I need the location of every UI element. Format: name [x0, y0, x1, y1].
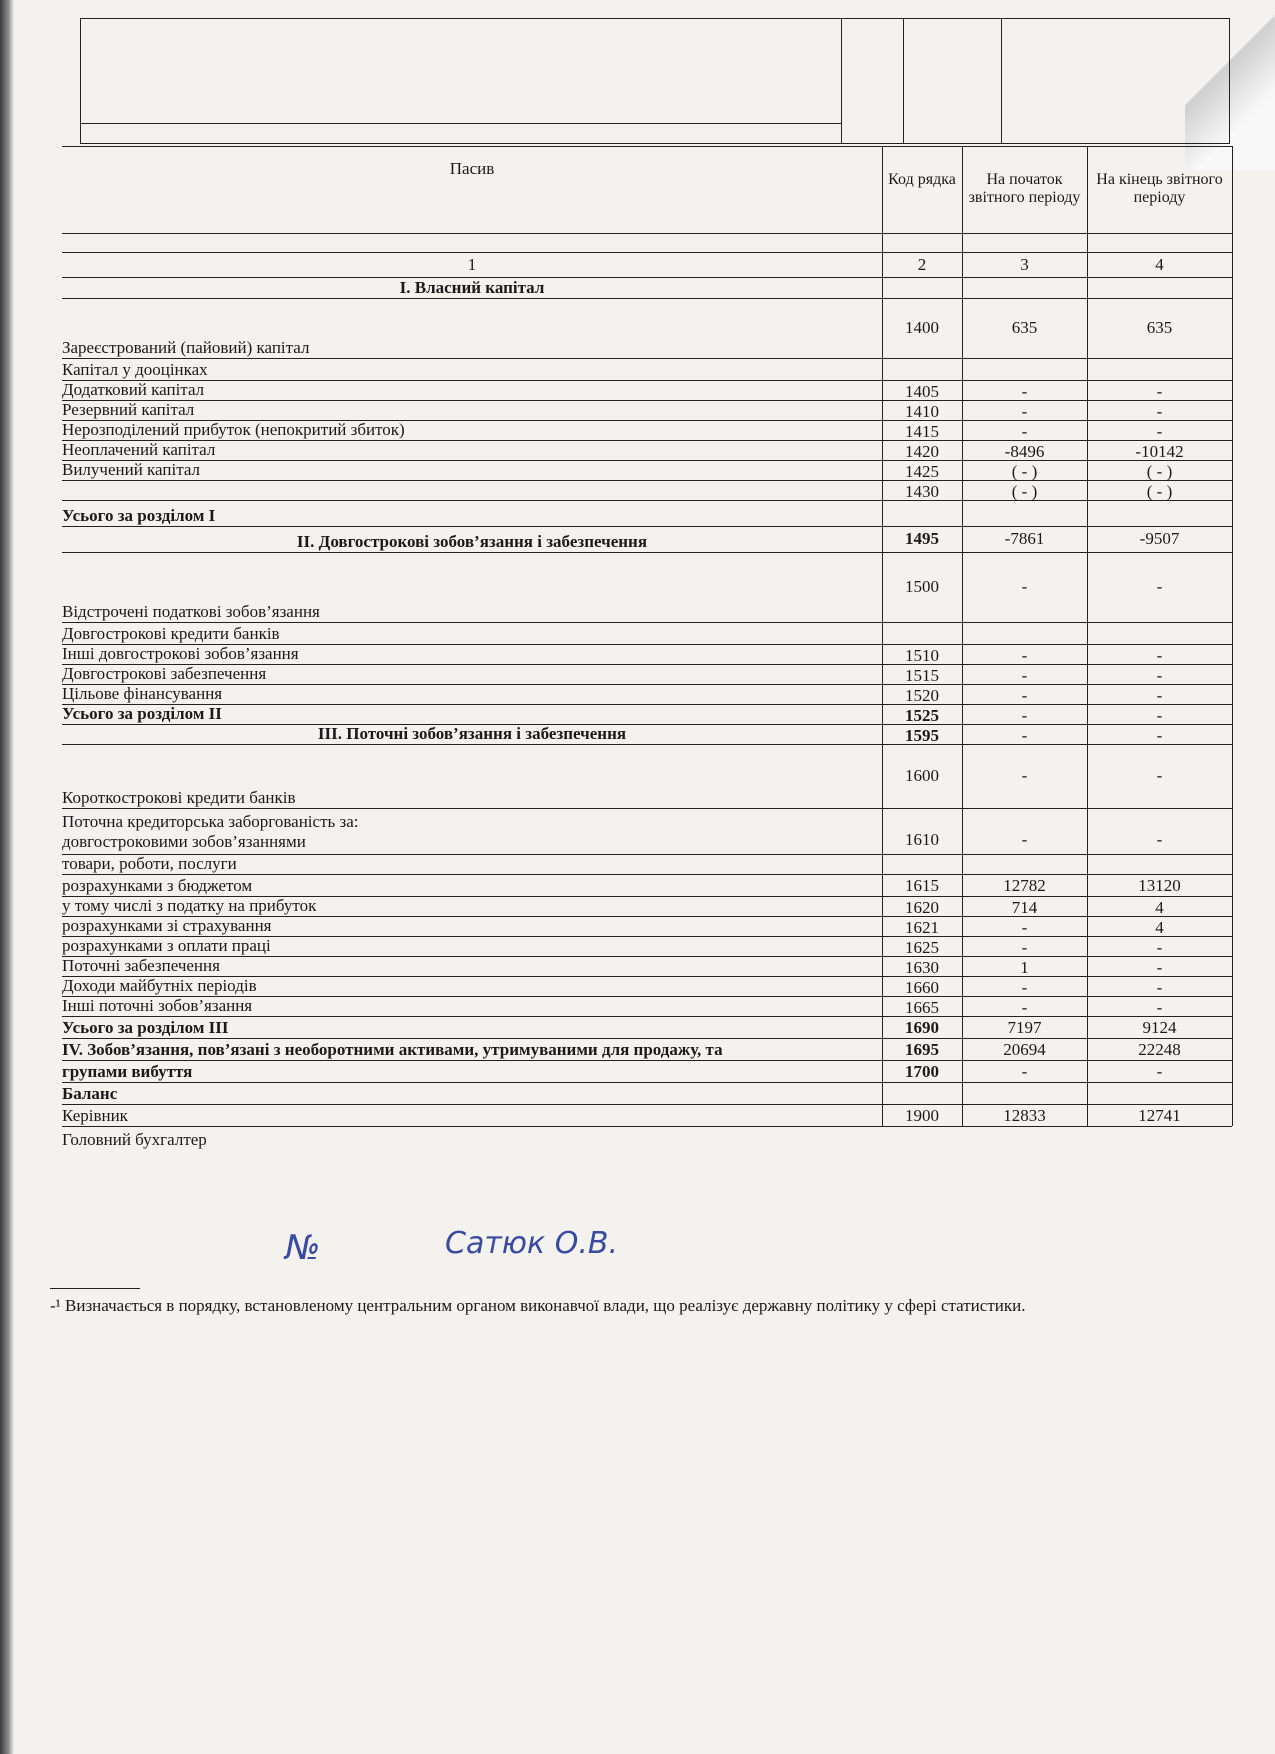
table-row	[62, 744, 1232, 809]
row-code: 1430	[905, 482, 939, 501]
row-code: 1900	[905, 1106, 939, 1125]
row-code: 1500	[905, 577, 939, 596]
row-label: Цільове фінансування	[62, 684, 223, 703]
row-code: 1400	[905, 318, 939, 337]
row-end-value: -	[1156, 1062, 1163, 1081]
row-code: 1700	[905, 1062, 939, 1081]
row-start-value: 635	[1011, 318, 1038, 337]
row-start-value: -	[1021, 726, 1028, 745]
accountant-signature-name: Сатюк О.В.	[445, 1226, 618, 1261]
row-start-value: -	[1021, 978, 1028, 997]
row-start-value: -	[1021, 706, 1028, 725]
row-end-value: -	[1156, 938, 1163, 957]
table-row	[62, 1082, 1232, 1105]
table-row	[62, 684, 1232, 705]
table-row	[62, 896, 1232, 917]
row-code: 1690	[905, 1018, 939, 1037]
table-row	[62, 460, 1232, 481]
row-code: 1415	[905, 422, 939, 441]
footnote: -¹ Визначається в порядку, встановленому центральним органом виконавчої влади, що реалізує державну політику у сфері статистики.	[50, 1296, 1026, 1315]
table-row	[62, 874, 1232, 897]
row-code: 1625	[905, 938, 939, 957]
row-start-value: -	[1021, 686, 1028, 705]
row-label: Баланс	[62, 1084, 118, 1103]
row-start-value: -	[1021, 422, 1028, 441]
row-end-value: -	[1156, 577, 1163, 596]
row-label: Поточні забезпечення	[62, 956, 220, 975]
column-divider	[1232, 146, 1233, 1126]
director-signature: №	[285, 1228, 321, 1268]
row-code: 1425	[905, 462, 939, 481]
row-label: IV. Зобов’язання, пов’язані з необоротними активами, утримуваними для продажу, та	[62, 1040, 723, 1059]
column-number: 4	[1155, 255, 1164, 274]
table-row	[62, 1104, 1232, 1127]
row-start-value: -	[1021, 1062, 1028, 1081]
row-start-value: -	[1021, 998, 1028, 1017]
table-row	[62, 1060, 1232, 1083]
table-row	[62, 552, 1232, 623]
row-code: 1405	[905, 382, 939, 401]
row-code: 1630	[905, 958, 939, 977]
row-code: 1515	[905, 666, 939, 685]
row-label: Капітал у дооцінках	[62, 360, 208, 379]
row-code: 1610	[905, 830, 939, 849]
table-row	[62, 298, 1232, 359]
row-start-value: -	[1021, 382, 1028, 401]
row-code: 1620	[905, 898, 939, 917]
row-end-value: 22248	[1138, 1040, 1181, 1059]
table-header	[62, 146, 1232, 234]
row-end-value: -	[1156, 726, 1163, 745]
column-number: 1	[467, 255, 477, 274]
header-end: На кінець звітного періоду	[1096, 171, 1223, 206]
table-row	[62, 622, 1232, 645]
table-row	[62, 440, 1232, 461]
row-start-value: 12833	[1003, 1106, 1046, 1125]
row-code: 1525	[905, 706, 939, 725]
column-divider	[962, 146, 963, 1126]
row-label: товари, роботи, послуги	[62, 854, 237, 873]
header-code: Код рядка	[888, 171, 956, 188]
table-row	[62, 358, 1232, 381]
row-start-value: -	[1021, 918, 1028, 937]
accountant-label: Головний бухгалтер	[62, 1130, 207, 1149]
row-label: розрахунками з оплати праці	[62, 936, 271, 955]
row-label: Інші довгострокові зобов’язання	[62, 644, 299, 663]
row-code: 1665	[905, 998, 939, 1017]
row-label: Короткострокові кредити банків	[62, 788, 296, 807]
row-end-value: 9124	[1142, 1018, 1177, 1037]
row-end-value: 4	[1155, 898, 1164, 917]
row-start-value: 7197	[1007, 1018, 1042, 1037]
table-row	[62, 1016, 1232, 1039]
row-label: розрахунками з бюджетом	[62, 876, 253, 895]
column-number: 2	[917, 255, 927, 274]
row-end-value: -	[1156, 422, 1163, 441]
row-code: 1621	[905, 918, 939, 937]
table-row	[62, 664, 1232, 685]
row-label: III. Поточні зобов’язання і забезпечення	[317, 724, 627, 743]
row-label: Поточна кредиторська заборгованість за:	[62, 812, 359, 831]
header-pasyv: Пасив	[449, 159, 495, 178]
table-row	[62, 704, 1232, 725]
row-start-value: -	[1021, 402, 1028, 421]
row-label: II. Довгострокові зобов’язання і забезпечення	[296, 532, 648, 551]
row-start-value: -	[1021, 766, 1028, 785]
row-end-value: -9507	[1139, 529, 1180, 548]
row-label: Усього за розділом I	[62, 506, 216, 525]
row-end-value: -	[1156, 706, 1163, 725]
table-row	[62, 480, 1232, 501]
row-code: 1595	[905, 726, 939, 745]
row-label: Усього за розділом III	[62, 1018, 229, 1037]
table-row	[62, 420, 1232, 441]
header-start: На початок звітного періоду	[968, 171, 1081, 206]
row-start-value: 20694	[1003, 1040, 1046, 1059]
row-label: Резервний капітал	[62, 400, 195, 419]
row-code: 1615	[905, 876, 939, 895]
row-end-value: -	[1156, 958, 1163, 977]
row-code: 1695	[905, 1040, 939, 1059]
row-end-value: -	[1156, 666, 1163, 685]
table-row	[62, 916, 1232, 937]
row-label: Неоплачений капітал	[62, 440, 216, 459]
row-label: I. Власний капітал	[399, 278, 545, 297]
row-code: 1510	[905, 646, 939, 665]
row-label: Усього за розділом II	[62, 704, 222, 723]
row-label: Довгострокові кредити банків	[62, 624, 280, 643]
row-end-value: -	[1156, 646, 1163, 665]
row-code: 1660	[905, 978, 939, 997]
row-end-value: -	[1156, 382, 1163, 401]
scan-edge-shadow	[0, 0, 14, 1754]
column-number-row	[62, 252, 1232, 278]
row-start-value: ( - )	[1011, 462, 1038, 481]
table-row	[62, 644, 1232, 665]
column-divider	[882, 146, 883, 1126]
row-label: Інші поточні зобов’язання	[62, 996, 253, 1015]
footnote-rule	[50, 1288, 140, 1289]
table-row	[62, 936, 1232, 957]
table-row	[62, 956, 1232, 977]
table-row	[62, 526, 1232, 553]
row-end-value: 12741	[1138, 1106, 1181, 1125]
row-code: 1520	[905, 686, 939, 705]
row-start-value: -	[1021, 830, 1028, 849]
row-start-value: -	[1021, 938, 1028, 957]
row-start-value: -	[1021, 646, 1028, 665]
row-end-value: -	[1156, 998, 1163, 1017]
row-label: Додатковий капітал	[62, 380, 205, 399]
row-end-value: -	[1156, 766, 1163, 785]
table-row	[62, 276, 1232, 299]
row-label: Вилучений капітал	[62, 460, 201, 479]
row-label: розрахунками зі страхування	[62, 916, 272, 935]
row-end-value: -	[1156, 830, 1163, 849]
table-row	[62, 854, 1232, 875]
row-code: 1410	[905, 402, 939, 421]
row-label: Доходи майбутніх періодів	[62, 976, 257, 995]
row-code: 1600	[905, 766, 939, 785]
table-row	[62, 808, 1232, 855]
table-row	[62, 976, 1232, 997]
row-end-value: ( - )	[1146, 482, 1173, 501]
row-start-value: -7861	[1004, 529, 1045, 548]
table-row	[62, 400, 1232, 421]
top-header-box	[80, 18, 1230, 144]
row-start-value: -	[1021, 577, 1028, 596]
row-start-value: 1	[1020, 958, 1029, 977]
row-end-value: -	[1156, 686, 1163, 705]
row-end-value: -	[1156, 978, 1163, 997]
row-code: 1420	[905, 442, 939, 461]
row-label: групами вибуття	[62, 1062, 193, 1081]
table-row	[62, 1038, 1232, 1061]
column-number: 3	[1020, 255, 1029, 274]
row-start-value: 714	[1011, 898, 1038, 917]
table-row	[62, 380, 1232, 401]
row-label: у тому числі з податку на прибуток	[62, 896, 317, 915]
table-row	[62, 996, 1232, 1017]
row-label: Зареєстрований (пайовий) капітал	[62, 338, 310, 357]
row-end-value: 13120	[1138, 876, 1181, 895]
table-row	[62, 500, 1232, 527]
row-end-value: -10142	[1135, 442, 1184, 461]
row-end-value: 4	[1155, 918, 1164, 937]
row-label: Довгострокові забезпечення	[62, 664, 267, 683]
row-code: 1495	[905, 529, 939, 548]
row-end-value: ( - )	[1146, 462, 1173, 481]
row-label: Відстрочені податкові зобов’язання	[62, 602, 320, 621]
row-label: Нерозподілений прибуток (непокритий збиток)	[62, 420, 405, 439]
column-divider	[1087, 146, 1088, 1126]
table-row	[62, 724, 1232, 745]
row-start-value: -	[1021, 666, 1028, 685]
row-label: Керівник	[62, 1106, 128, 1125]
row-label-continuation: довгостроковими зобов’язаннями	[62, 832, 306, 851]
row-end-value: -	[1156, 402, 1163, 421]
row-start-value: ( - )	[1011, 482, 1038, 501]
row-start-value: 12782	[1003, 876, 1046, 895]
row-start-value: -8496	[1004, 442, 1045, 461]
row-end-value: 635	[1146, 318, 1173, 337]
